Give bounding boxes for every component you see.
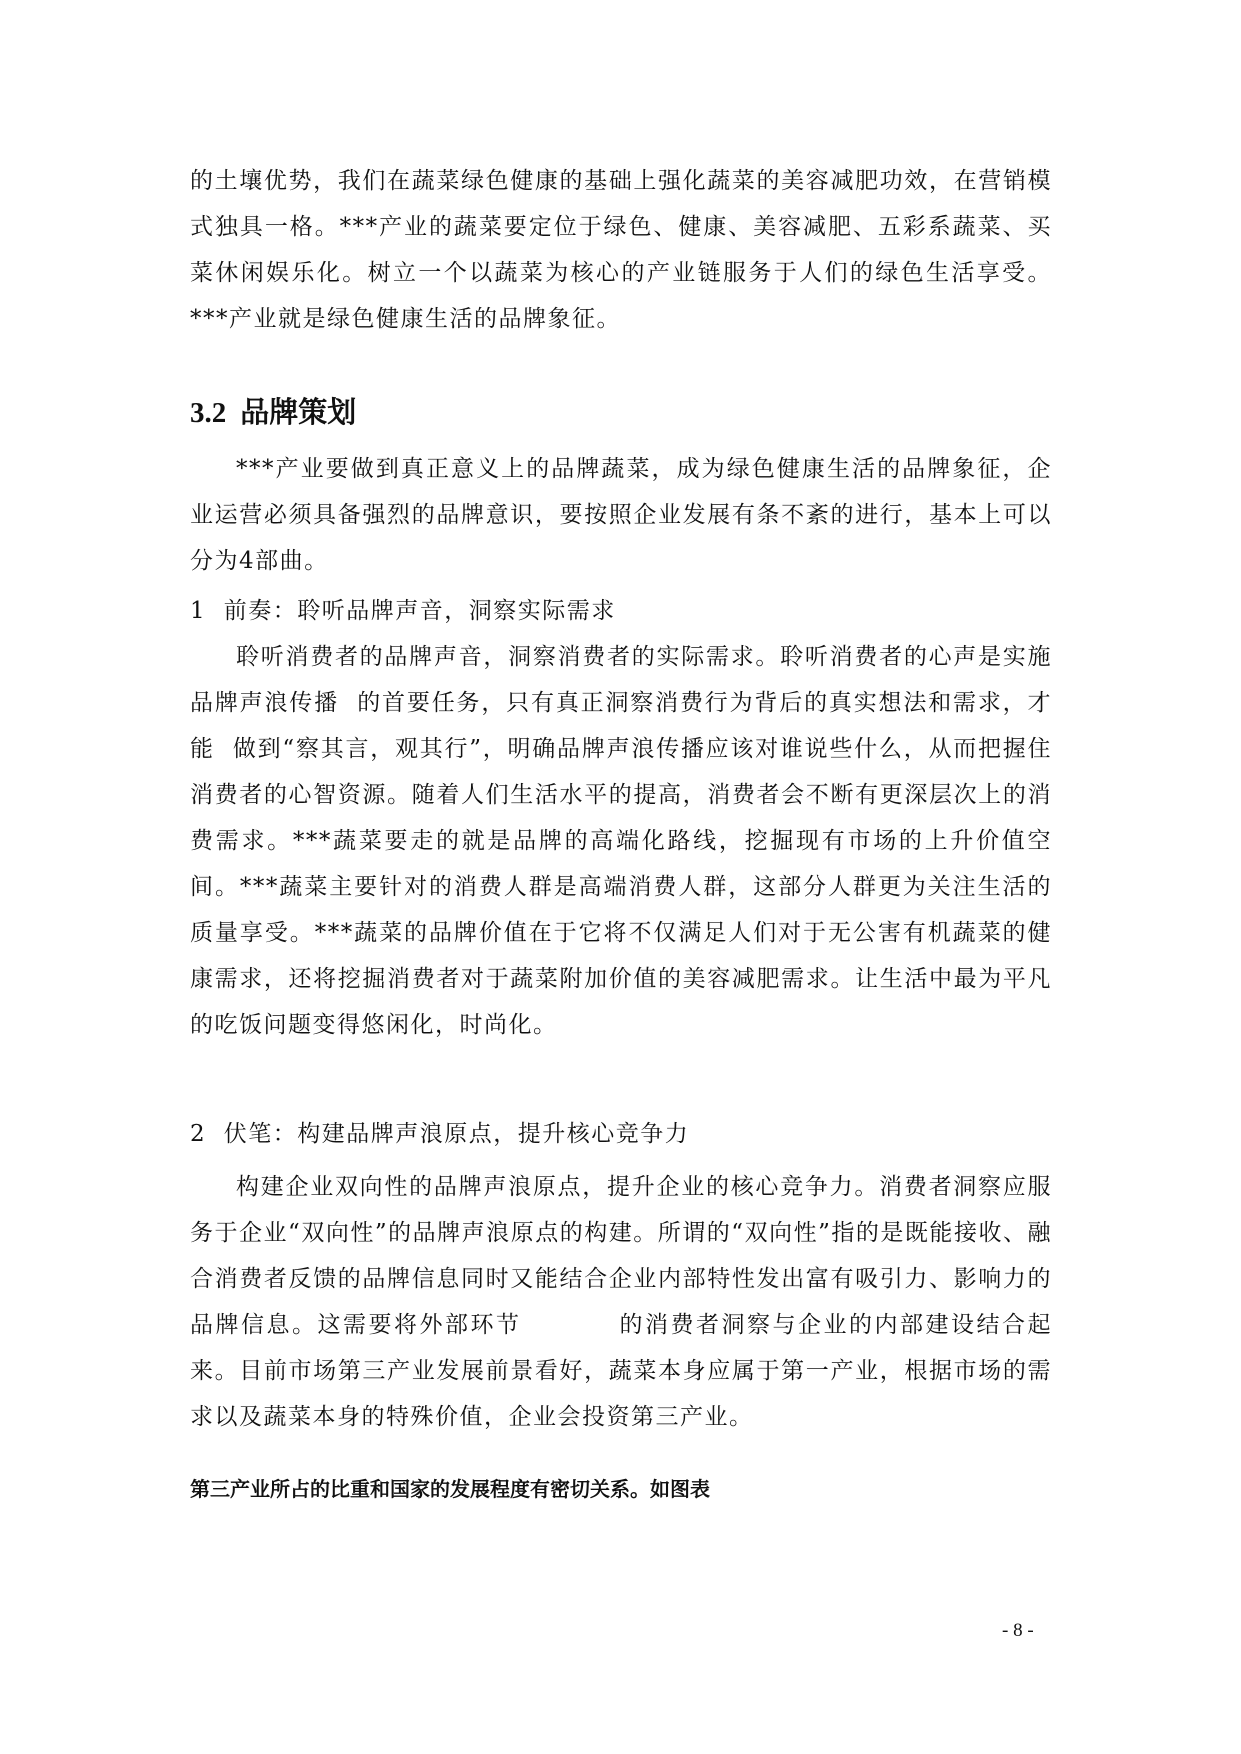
- part2-heading: 2 伏笔：构建品牌声浪原点，提升核心竞争力: [190, 1121, 690, 1147]
- section-number: 3.2: [190, 397, 227, 429]
- section-intro-paragraph: ***产业要做到真正意义上的品牌蔬菜，成为绿色健康生活的品牌象征，企业运营必须具备强烈的品牌意识，要按照企业发展有条不紊的进行，基本上可以分为4部曲。: [190, 456, 1052, 574]
- section-title: 品牌策划: [240, 395, 357, 429]
- part2-paragraph: 构建企业双向性的品牌声浪原点，提升企业的核心竞争力。消费者洞察应服务于企业“双向性”的品牌声浪原点的构建。所谓的“双向性”指的是既能接收、融合消费者反馈的品牌信息同时又能结合企业内部特性发出富有吸引力、影响力的品牌信息。这需要将外部环节 的消费者洞察与企业的内部建设结合起来。目前市场第三产业发展前景看好，蔬菜本身应属于第一产业，根据市场的需求以及蔬菜本身的特殊价值，企业会投资第三产业。: [190, 1174, 1052, 1430]
- page-number: - 8 -: [1002, 1620, 1034, 1641]
- part1-heading: 1 前奏：聆听品牌声音，洞察实际需求: [190, 598, 616, 624]
- section-heading: [190, 392, 356, 433]
- intro-paragraph: 的土壤优势，我们在蔬菜绿色健康的基础上强化蔬菜的美容减肥功效，在营销模式独具一格。***产业的蔬菜要定位于绿色、健康、美容减肥、五彩系蔬菜、买菜休闲娱乐化。树立一个以蔬菜为核心的产业链服务于人们的绿色生活享受。***产业就是绿色健康生活的品牌象征。: [190, 168, 1052, 332]
- bold-note: 第三产业所占的比重和国家的发展程度有密切关系。如图表: [190, 1477, 710, 1501]
- part1-paragraph: 聆听消费者的品牌声音，洞察消费者的实际需求。聆听消费者的心声是实施品牌声浪传播 的首要任务，只有真正洞察消费行为背后的真实想法和需求，才能 做到“察其言，观其行”，明确品牌声浪传播应该对谁说些什么，从而把握住消费者的心智资源。随着人们生活水平的提高，消费者会不断有更深层次上的消费需求。***蔬菜要走的就是品牌的高端化路线，挖掘现有市场的上升价值空间。***蔬菜主要针对的消费人群是高端消费人群，这部分人群更为关注生活的质量享受。***蔬菜的品牌价值在于它将不仅满足人们对于无公害有机蔬菜的健康需求，还将挖掘消费者对于蔬菜附加价值的美容减肥需求。让生活中最为平凡的吃饭问题变得悠闲化，时尚化。: [190, 644, 1052, 1038]
